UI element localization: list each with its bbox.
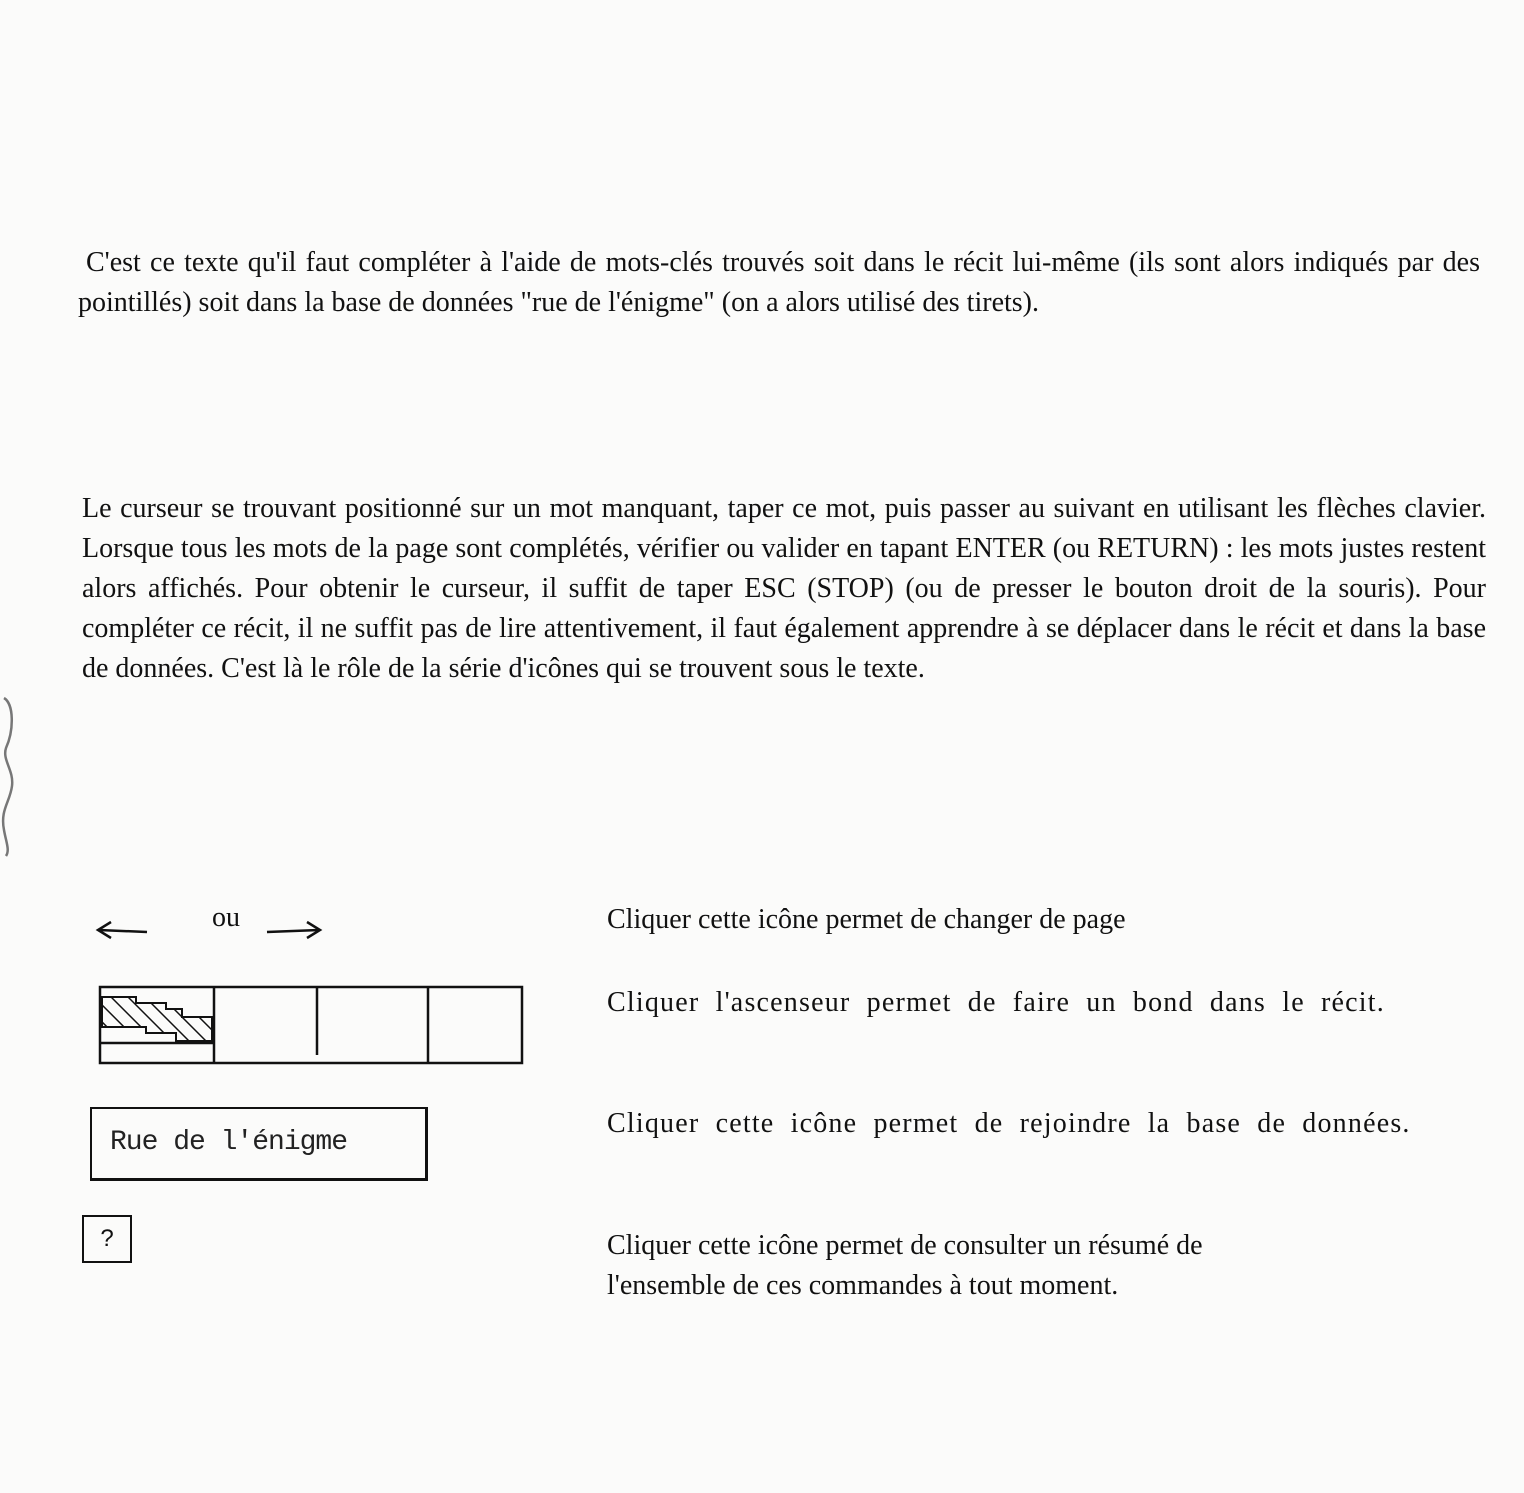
help-button[interactable]	[82, 1215, 132, 1263]
help-description	[607, 1226, 1507, 1306]
database-button-label: Rue de l'énigme	[110, 1127, 348, 1158]
database-button[interactable]	[90, 1107, 428, 1181]
page-arrows-description: Cliquer cette icône permet de changer de page	[607, 904, 1126, 935]
help-button-label: ?	[100, 1225, 114, 1252]
scrollbar-description: Cliquer l'ascenseur permet de faire un bond dans le récit.	[607, 987, 1385, 1018]
arrow-right-icon[interactable]	[267, 922, 320, 938]
staple-mark	[0, 690, 24, 860]
help-description-line-1: Cliquer cette icône permet de consulter un résumé de	[607, 1230, 1203, 1261]
arrow-left-icon[interactable]	[98, 922, 147, 938]
intro-paragraph: C'est ce texte qu'il faut compléter à l'aide de mots-clés trouvés soit dans le récit lui-même (ils sont alors indiqués par des pointillés) soit dans la base de données "rue de l'énigme" (on a alors utilisé des tirets).	[78, 247, 1480, 318]
instructions-paragraph: Le curseur se trouvant positionné sur un mot manquant, taper ce mot, puis passer au suivant en utilisant les flèches clavier. Lorsque tous les mots de la page sont complétés, vérifier ou valider en tapant ENTER (ou RETURN) : les mots justes restent alors affichés. Pour obtenir le curseur, il suffit de taper ESC (STOP) (ou de presser le bouton droit de la souris). Pour compléter ce récit, il ne suffit pas de lire attentivement, il faut également apprendre à se déplacer dans le récit et dans la base de données. C'est là le rôle de la série d'icônes qui se trouvent sous le texte.	[82, 493, 1486, 684]
page-arrows[interactable]	[95, 895, 335, 955]
database-description: Cliquer cette icône permet de rejoindre la base de données.	[607, 1108, 1411, 1139]
or-label: ou	[212, 902, 240, 933]
scrollbar-thumb[interactable]	[102, 997, 212, 1041]
scrollbar-icon[interactable]	[98, 985, 524, 1065]
help-description-line-2: l'ensemble de ces commandes à tout moment.	[607, 1270, 1119, 1301]
